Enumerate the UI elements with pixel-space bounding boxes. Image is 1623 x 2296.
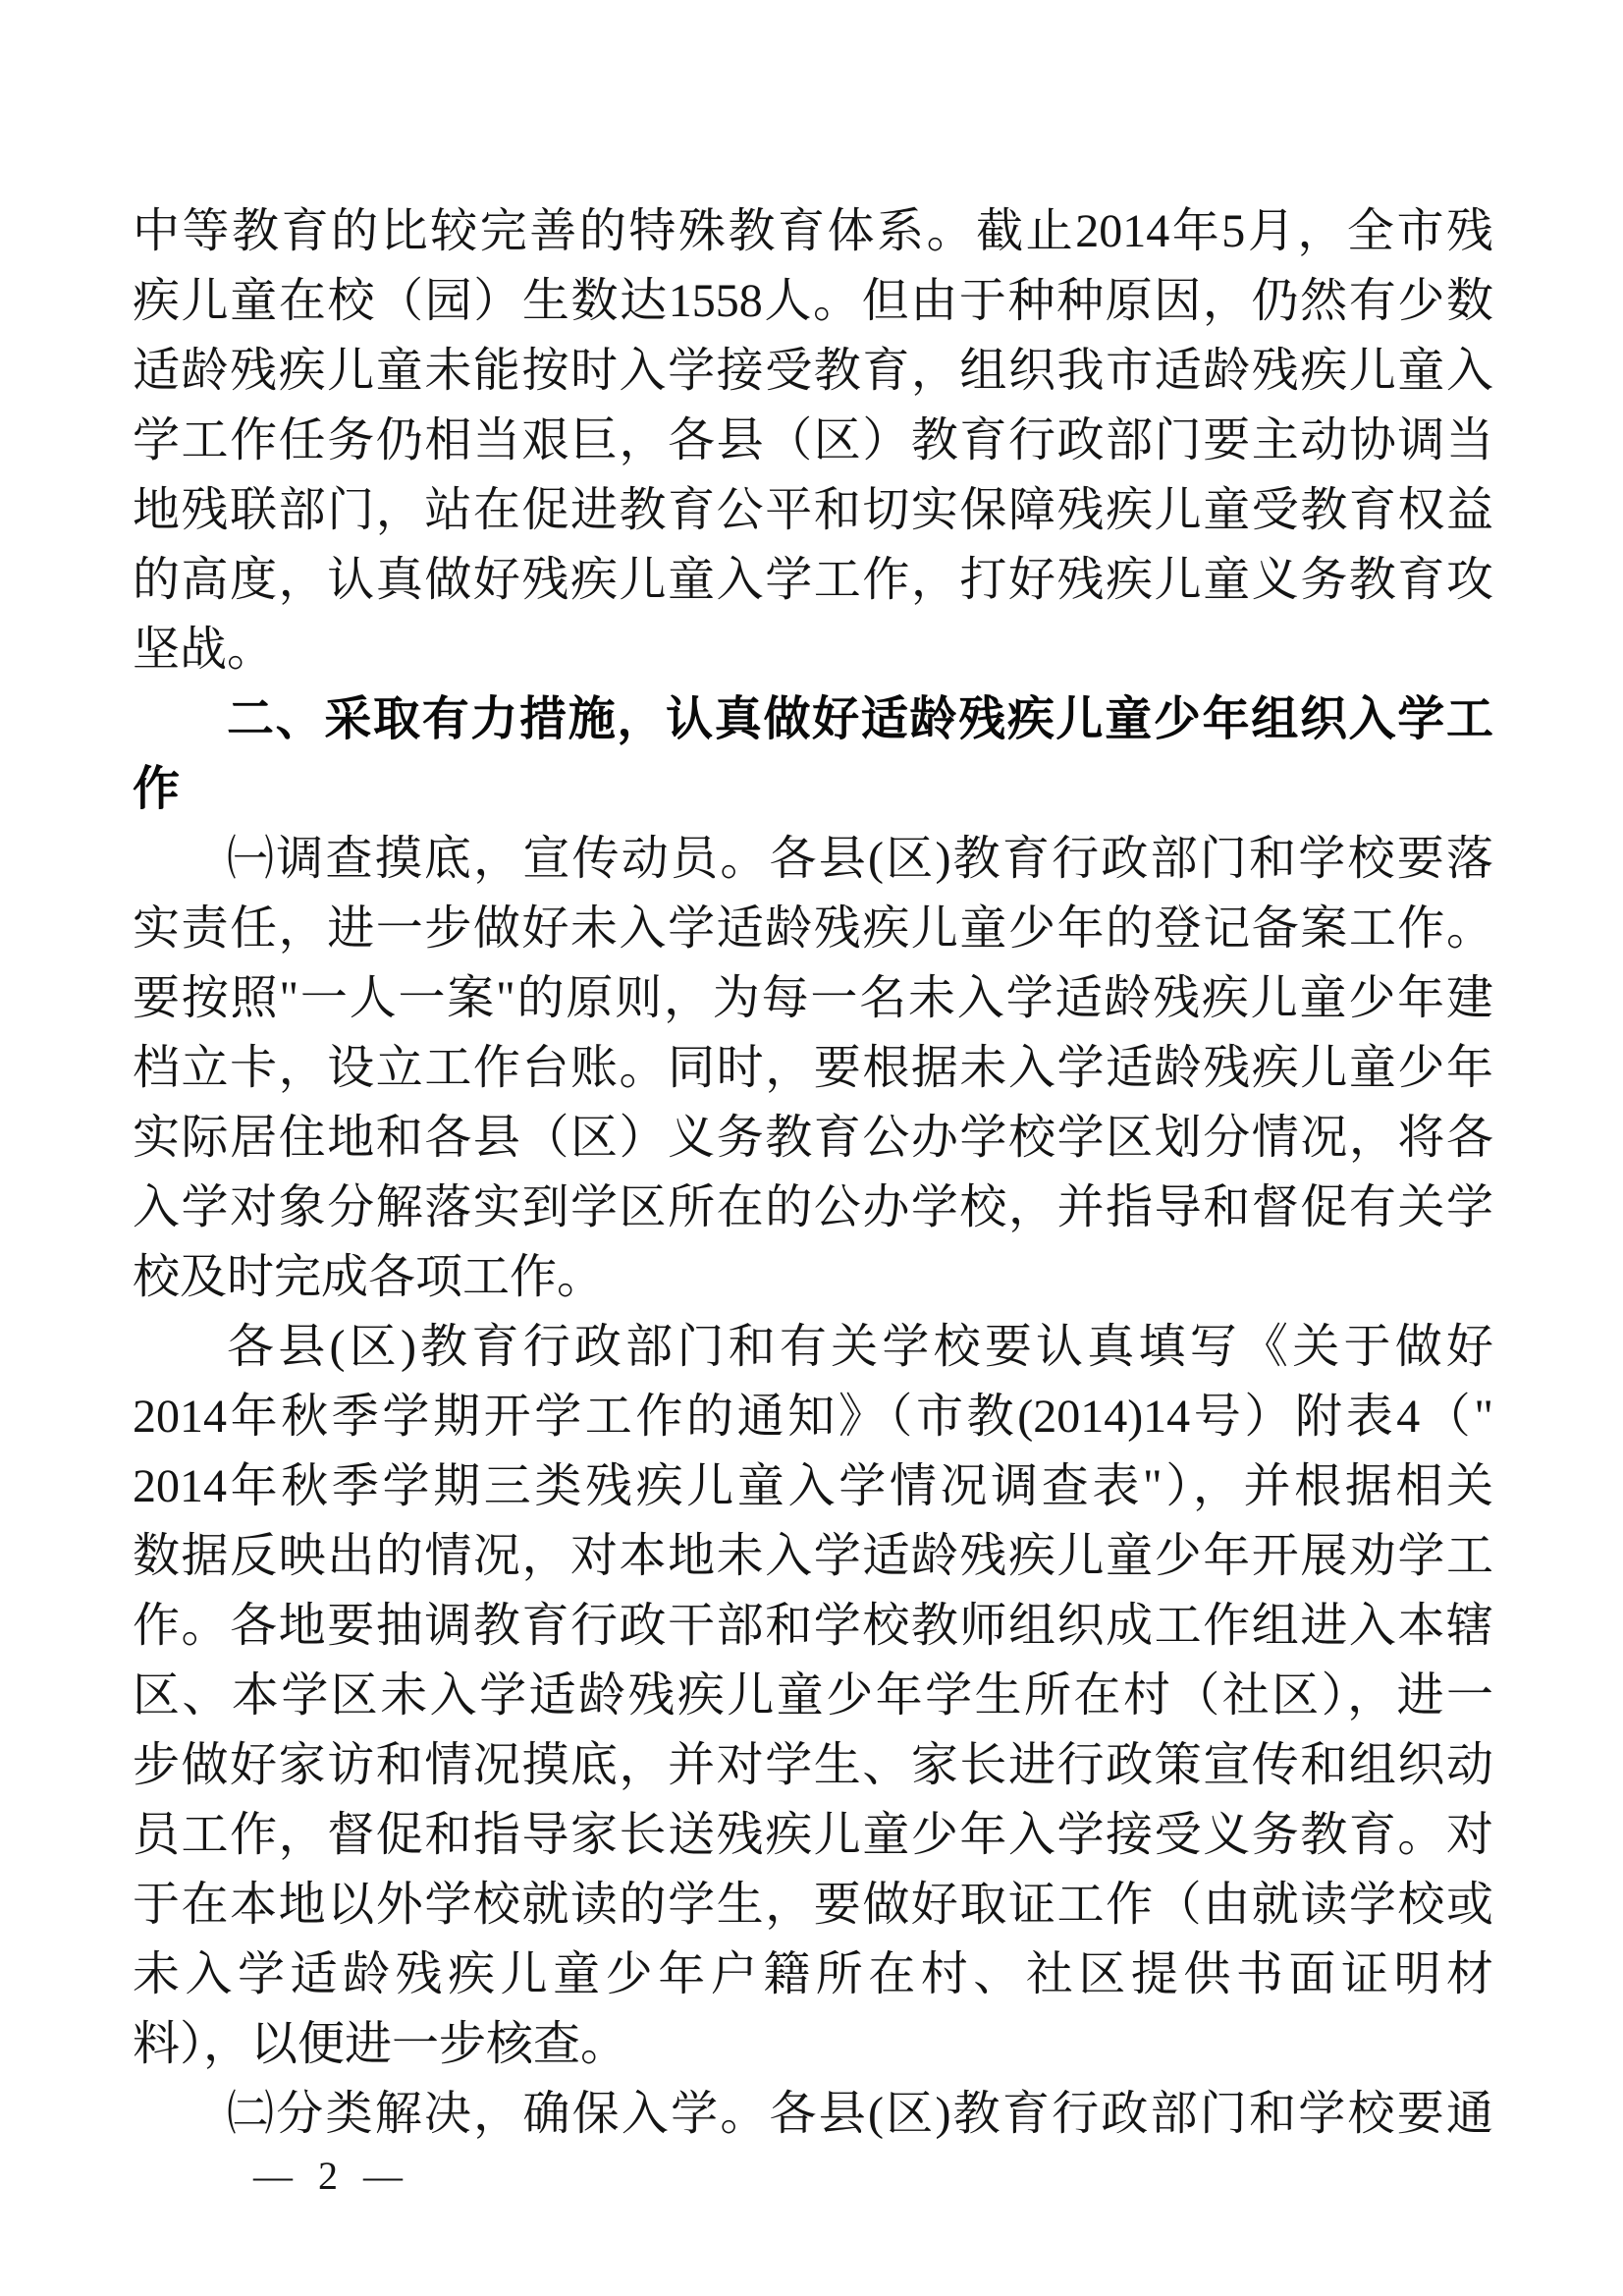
text-line: 各县(区)教育行政部门和有关学校要认真填写《关于做好 <box>227 1321 1493 1373</box>
page-number: — 2 — <box>253 2154 410 2198</box>
text-line: 要按照"一人一案"的原则，为每一名未入学适龄残疾儿童少年建 <box>133 972 1493 1024</box>
text-line: 地残联部门，站在促进教育公平和切实保障残疾儿童受教育权益 <box>133 484 1493 536</box>
text-line: 步做好家访和情况摸底，并对学生、家长进行政策宣传和组织动 <box>133 1739 1493 1791</box>
text-line: 区、本学区未入学适龄残疾儿童少年学生所在村（社区），进一 <box>133 1669 1493 1722</box>
text-line: 未入学适龄残疾儿童少年户籍所在村、社区提供书面证明材 <box>133 1948 1493 2000</box>
section-heading-line: 作 <box>133 763 181 815</box>
text-line: 实际居住地和各县（区）义务教育公办学校学区划分情况，将各 <box>133 1112 1493 1164</box>
text-line: 作。各地要抽调教育行政干部和学校教师组织成工作组进入本辖 <box>133 1600 1493 1652</box>
document-text-block <box>133 196 1493 2149</box>
text-line: 数据反映出的情况，对本地未入学适龄残疾儿童少年开展劝学工 <box>133 1530 1493 1582</box>
section-heading-line: 二、采取有力措施，认真做好适龄残疾儿童少年组织入学工 <box>227 693 1493 745</box>
text-line: 实责任，进一步做好未入学适龄残疾儿童少年的登记备案工作。 <box>133 902 1493 955</box>
text-line: 校及时完成各项工作。 <box>133 1251 605 1303</box>
text-line: 料），以便进一步核查。 <box>133 2018 628 2070</box>
text-line: 2014年秋季学期三类残疾儿童入学情况调查表"），并根据相关 <box>133 1460 1493 1512</box>
text-line: 于在本地以外学校就读的学生，要做好取证工作（由就读学校或 <box>133 1879 1493 1931</box>
text-line: 疾儿童在校（园）生数达1558人。但由于种种原因，仍然有少数 <box>133 275 1493 327</box>
text-line: ㈠调查摸底，宣传动员。各县(区)教育行政部门和学校要落 <box>227 833 1493 885</box>
text-line: 学工作任务仍相当艰巨，各县（区）教育行政部门要主动协调当 <box>133 414 1493 466</box>
text-line: 档立卡，设立工作台账。同时，要根据未入学适龄残疾儿童少年 <box>133 1042 1493 1094</box>
text-line: 适龄残疾儿童未能按时入学接受教育，组织我市适龄残疾儿童入 <box>133 345 1493 397</box>
text-line: 坚战。 <box>133 624 275 676</box>
text-line: 员工作，督促和指导家长送残疾儿童少年入学接受义务教育。对 <box>133 1809 1493 1861</box>
text-line: ㈡分类解决，确保入学。各县(区)教育行政部门和学校要通 <box>227 2088 1493 2140</box>
text-line: 的高度，认真做好残疾儿童入学工作，打好残疾儿童义务教育攻 <box>133 554 1493 606</box>
text-line: 中等教育的比较完善的特殊教育体系。截止2014年5月，全市残 <box>133 205 1493 257</box>
text-line: 2014年秋季学期开学工作的通知》（市教(2014)14号）附表4（" <box>133 1391 1493 1443</box>
text-line: 入学对象分解落实到学区所在的公办学校，并指导和督促有关学 <box>133 1181 1493 1233</box>
